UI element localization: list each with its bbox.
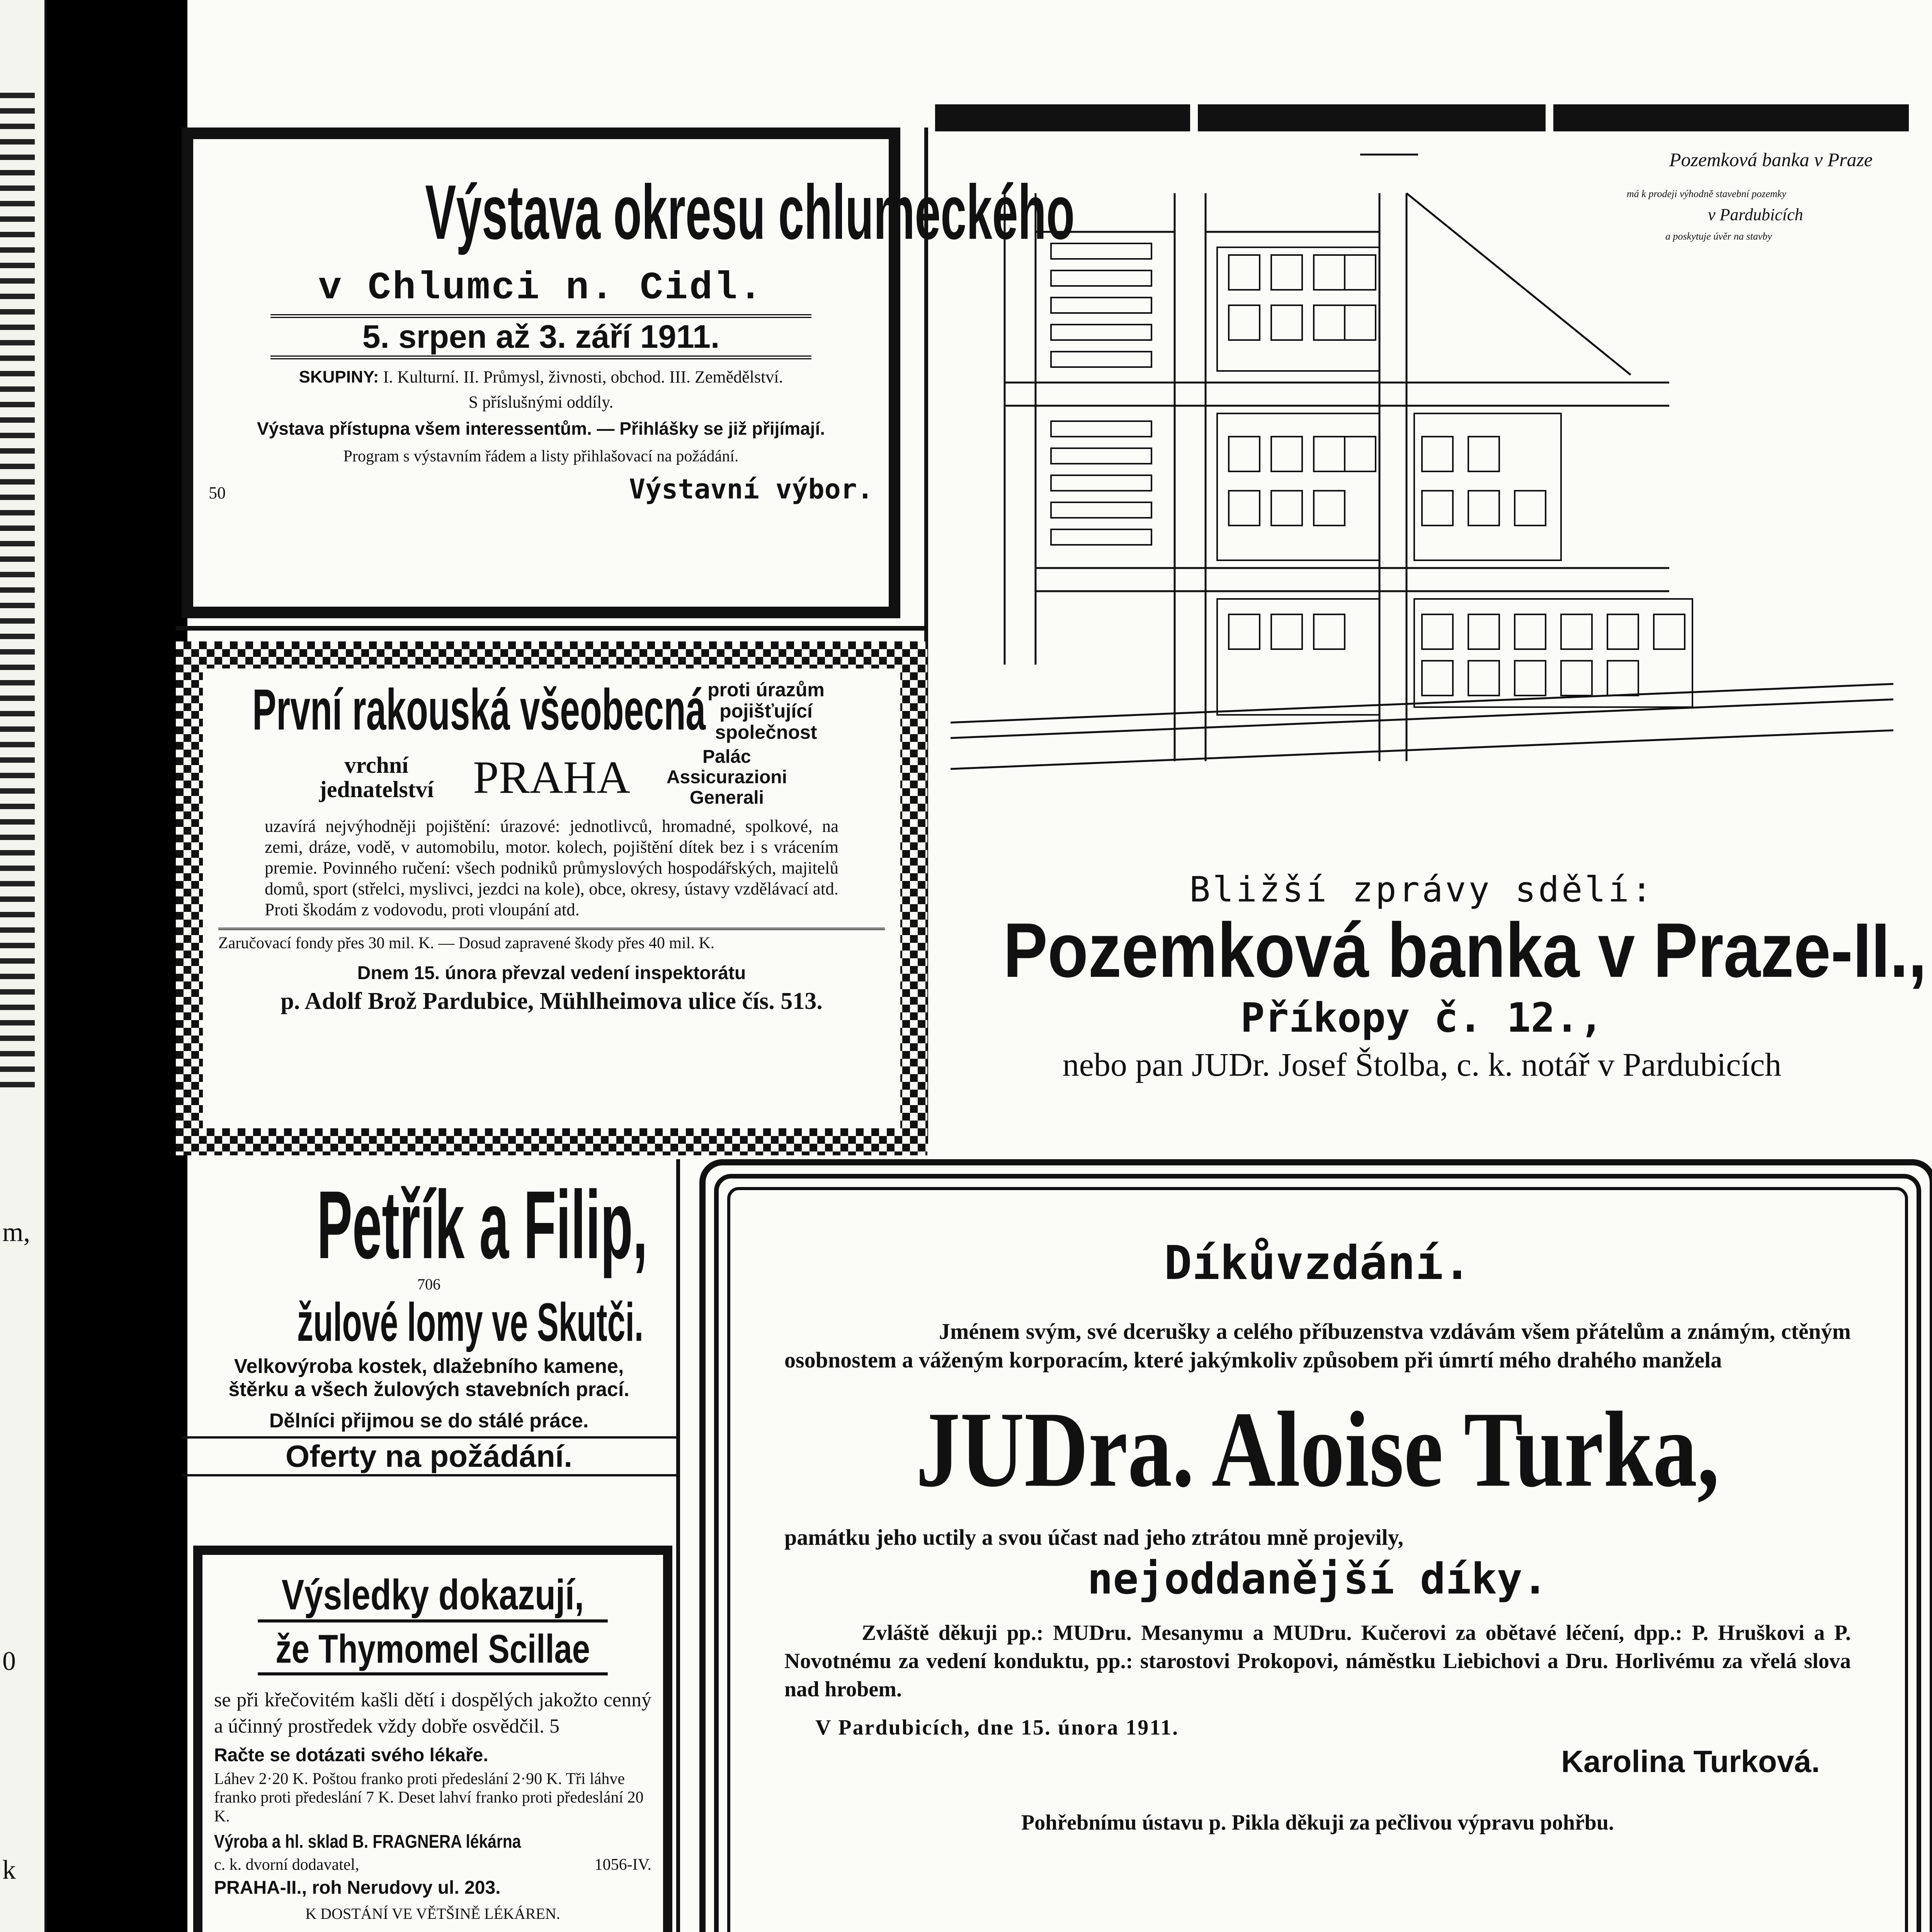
notice-funeral: Pohřebnímu ústavu p. Pikla děkuji za pečlivou výpravu pohřbu. (1021, 1810, 1614, 1835)
dekovani-notice (699, 1159, 1932, 1932)
ad-title: První rakouská všeobecná (252, 677, 706, 742)
notice-signature: Karolina Turková. (1561, 1744, 1820, 1779)
petrik-body: Velkovýroba kostek, dlažebního kamene, štěrku a všech žulových stavebních prací. (228, 1355, 629, 1401)
notice-intro: Jménem svým, své dcerušky a celého příbuzenstva vzdávám všem přátelům a známým, ctěným osobnostem a váženým korporacím, které jakýmkoliv způsobem při úmrtí mého drahého manžela (784, 1319, 1851, 1373)
ad-banka (935, 104, 1927, 1144)
ask-doctor: Račte se dotázati svého lékaře. (214, 1745, 488, 1766)
ad-place: v Chlumci n. Cidl. (318, 267, 764, 310)
groups-text: I. Kulturní. II. Průmysl, živnosti, obchod. III. Zemědělství. (383, 367, 783, 386)
ad-signature: Výstavní výbor. (629, 473, 873, 505)
prices-text: Láhev 2·20 K. Poštou franko proti předeslání 2·90 K. Tři láhve franko proti předeslání 7 K. Deset lahví franko proti předeslání 20 K. (214, 1770, 644, 1825)
left-label: vrchní jednatelství (319, 752, 434, 803)
thymomel-body: se při křečovitém kašli dětí i dospělých jakožto cenný a účinný prostředek vždy dobře osvědčil. (214, 1689, 651, 1737)
ornamental-border (0, 93, 35, 1097)
ad-subtitle: žulové lomy ve Skutči. (297, 1292, 644, 1352)
supplier-number: 1056-IV. (594, 1856, 651, 1874)
map-place: v Pardubicích (1708, 205, 1803, 224)
trademark-logo (438, 1930, 616, 1932)
ad-number: 706 (417, 1276, 440, 1293)
address-text: PRAHA-II., roh Nerudovy ul. 203. (214, 1878, 501, 1898)
access-text: Výstava přístupna všem interessentům. — Přihlášky se již přijímají. (257, 418, 825, 439)
deceased-name: JUDra. Aloise Turka, (916, 1389, 1719, 1510)
ad-dates: 5. srpen až 3. září 1911. (270, 314, 811, 359)
maker-text: Výroba a hl. sklad B. FRAGNERA lékárna (214, 1832, 521, 1852)
ad-petrik (182, 1171, 676, 1522)
ad-title: Petřík a Filip, (317, 1171, 648, 1279)
city: PRAHA (473, 752, 630, 803)
availability-text: K DOSTÁNÍ VE VĚTŠINĚ LÉKÁREN. (305, 1905, 560, 1923)
ad-title: Výstava okresu chlumeckého (425, 169, 1075, 255)
right-label: Palác Assicurazioni Generali (666, 747, 787, 808)
ad-pojistovna (203, 668, 900, 1128)
supplier-text: c. k. dvorní dodavatel, (214, 1856, 359, 1874)
offer-text: Oferty na požádání. (182, 1436, 676, 1476)
thymomel-title-1: Výsledky dokazují, (258, 1570, 608, 1622)
notice-title: Díkůvzdání. (1164, 1236, 1471, 1290)
fragment-text: m, (2, 1218, 30, 1247)
notice-date: V Pardubicích, dne 15. února 1911. (815, 1715, 1179, 1740)
notice-special: Zvláště děkuji pp.: MUDru. Mesanymu a MUDru. Kučerovi za obětavé léčení, dpp.: P. Hruškovi a P. Novotnému za vedení konduktu, pp.: starostovi Prokopovi, náměstku Liebichovi a Dru. Horlivému za vřelá slova nad hrobem. (784, 1621, 1851, 1702)
ad-vystava (182, 128, 1075, 618)
address-text: p. Adolf Brož Pardubice, Mühlheimova ulice čís. 513. (281, 988, 823, 1015)
inspector-text: Dnem 15. února převzal vedení inspektorátu (357, 963, 746, 984)
ad-number: 5 (549, 1715, 560, 1737)
subsections-text: S příslušnými oddíly. (468, 393, 614, 412)
notice-memory: památku jeho uctily a svou účast nad jeho ztrátou mně projevily, (784, 1525, 1404, 1550)
insurance-body: uzavírá nejvýhodněji pojištění: úrazové: jednotlivců, hromadné, spolkové, na zemi, dráze, vodě, v automobilu, motor. kolech, pojištění dítek bez i s vrácením premie. Povinného ručení: všech podniků průmyslových hospodářských, majitelů domů, sport (střelci, myslivci, jezdci na kole), obce, okresy, ústavy vzdělávací atd. Proti škodám z vodovodu, proti vloupání atd. (265, 816, 838, 920)
funds-text: Zaručovací fondy přes 30 mil. K. — Dosud zapravené škody přes 40 mil. K. (218, 928, 885, 952)
ad-number: 50 (209, 483, 226, 502)
banka-alt: nebo pan JUDr. Josef Štolba, c. k. notář v Pardubicích (1062, 1046, 1782, 1083)
program-text: Program s výstavním řádem a listy přihlašovací na požádání. (343, 447, 739, 465)
thymomel-title-2: že Thymomel Scillae (258, 1626, 608, 1675)
title-side: proti úrazům pojišťující společnost (707, 679, 825, 743)
banka-name: Pozemková banka v Praze-II., (1003, 907, 1927, 993)
groups-label: SKUPINY: (299, 367, 379, 386)
map-note: a poskytuje úvěr na stavby (1665, 231, 1772, 242)
banka-headline: Bližší zprávy sdělí: (1189, 869, 1655, 910)
column-rule (676, 1159, 680, 1932)
fragment-text: k (2, 1855, 16, 1885)
map-subtitle: má k prodeji výhodně stavební pozemky (1627, 188, 1786, 199)
map-title: Pozemková banka v Praze (1669, 149, 1873, 170)
section-rule (176, 626, 927, 631)
fragment-text: 0 (2, 1646, 16, 1676)
previous-page-strip (0, 0, 47, 1932)
banka-street: Příkopy č. 12., (1240, 994, 1604, 1041)
notice-thanks: nejoddanější díky. (1087, 1554, 1548, 1604)
parcel-map (935, 143, 1909, 877)
ad-thymomel (193, 1546, 672, 1932)
workers-text: Dělníci přijmou se do stálé práce. (269, 1409, 589, 1432)
